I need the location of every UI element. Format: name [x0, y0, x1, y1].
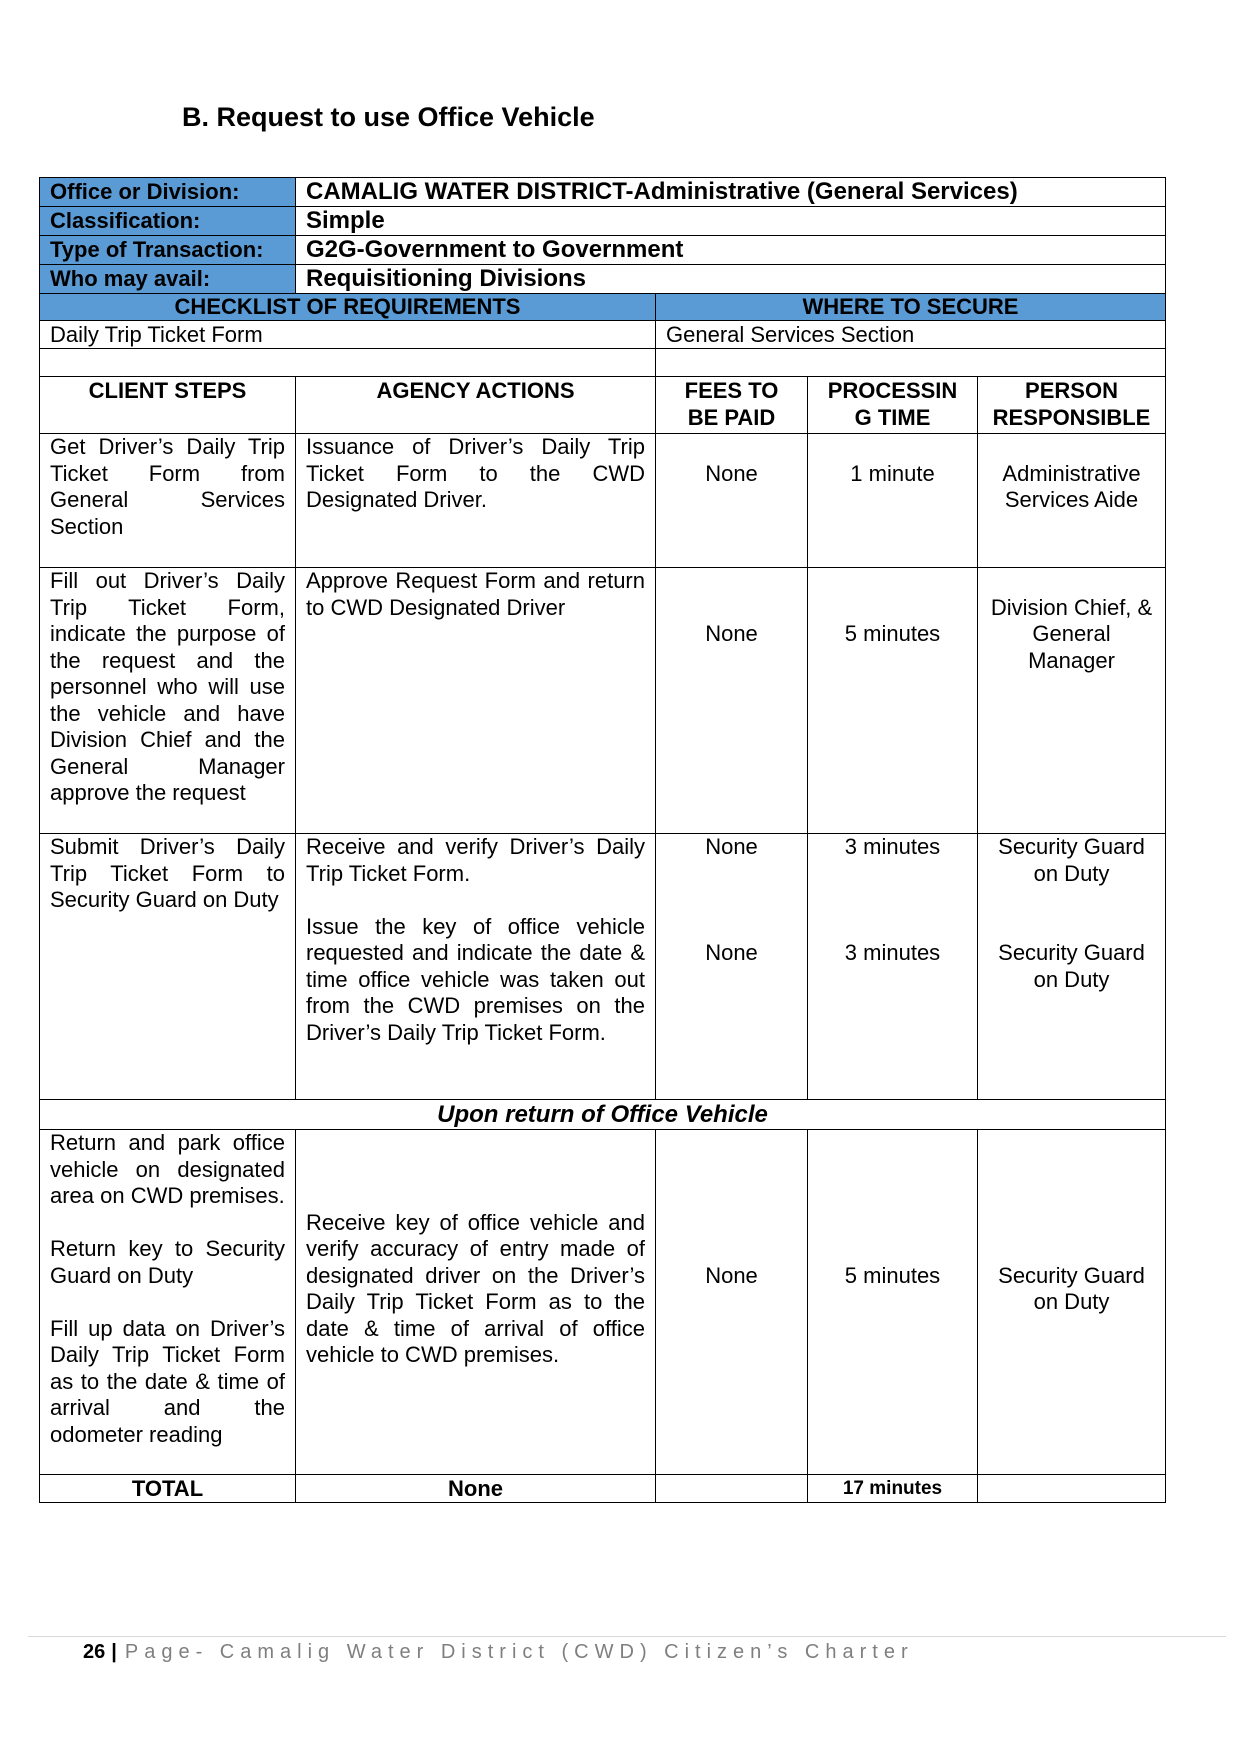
col-person-line2: RESPONSIBLE — [992, 405, 1151, 430]
requirements-header-row — [40, 294, 1166, 321]
requirement-item: Daily Trip Ticket Form — [40, 321, 656, 349]
blank-row — [40, 349, 1166, 377]
info-row-office — [40, 178, 1166, 207]
col-person-line1: PERSON — [1025, 378, 1118, 403]
info-row-avail — [40, 265, 1166, 294]
fee-cell — [656, 568, 808, 834]
office-label: Office or Division: — [40, 178, 296, 207]
requirement-row — [40, 321, 1166, 349]
agency-action-b: Issue the key of office vehicle requested and indicate the date & time office vehicle was taken out from the CWD premises on the Driver’s Daily Trip Ticket Form. — [306, 913, 645, 1045]
office-value: CAMALIG WATER DISTRICT-Administrative (General Services) — [296, 178, 1166, 207]
checklist-header: CHECKLIST OF REQUIREMENTS — [40, 294, 656, 321]
col-processing-time — [808, 377, 978, 434]
time-value: 5 minutes — [844, 621, 941, 646]
time-value-a: 3 minutes — [844, 834, 941, 859]
client-step: Submit Driver’s Daily Trip Ticket Form to Security Guard on Duty — [40, 834, 296, 1100]
transaction-value: G2G-Government to Government — [296, 236, 1166, 265]
blank-cell — [656, 349, 1166, 377]
fee-cell — [656, 434, 808, 568]
client-step — [40, 1130, 296, 1475]
col-proc-line2: G TIME — [854, 405, 931, 430]
total-fees: None — [296, 1475, 656, 1503]
fee-cell — [656, 1130, 808, 1475]
page-title: B. Request to use Office Vehicle — [182, 102, 595, 132]
avail-label: Who may avail: — [40, 265, 296, 294]
person-cell — [978, 434, 1166, 568]
classification-value: Simple — [296, 207, 1166, 236]
total-row — [40, 1475, 1166, 1503]
client-step-a: Return and park office vehicle on designated area on CWD premises. — [50, 1130, 285, 1208]
person-cell — [978, 1130, 1166, 1475]
step-row — [40, 434, 1166, 568]
person-value: Security Guard on Duty — [998, 1262, 1145, 1314]
client-step-b: Return key to Security Guard on Duty — [50, 1236, 285, 1288]
fee-value-a: None — [705, 834, 758, 859]
total-empty-cell — [656, 1475, 808, 1503]
footer-divider — [28, 1636, 1226, 1637]
agency-action — [296, 1130, 656, 1475]
fee-value: None — [705, 460, 758, 486]
step-row — [40, 568, 1166, 834]
client-step: Fill out Driver’s Daily Trip Ticket Form, indicate the purpose of the request and the personnel who will use the vehicle and have Division Chief and the General Manager approve the request — [40, 568, 296, 834]
agency-action: Issuance of Driver’s Daily Trip Ticket Form to the CWD Designated Driver. — [296, 434, 656, 568]
time-cell — [808, 1130, 978, 1475]
agency-action — [296, 834, 656, 1100]
fee-value: None — [705, 621, 758, 646]
time-cell — [808, 434, 978, 568]
classification-label: Classification: — [40, 207, 296, 236]
person-value: Division Chief, & General Manager — [990, 594, 1153, 673]
where-header: WHERE TO SECURE — [656, 294, 1166, 321]
upon-return-label: Upon return of Office Vehicle — [40, 1100, 1166, 1130]
agency-action: Approve Request Form and return to CWD Designated Driver — [296, 568, 656, 834]
time-cell — [808, 834, 978, 1100]
avail-value: Requisitioning Divisions — [296, 265, 1166, 294]
agency-action-a: Receive and verify Driver’s Daily Trip Ticket Form. — [306, 834, 645, 886]
citizens-charter-table — [39, 177, 1166, 1503]
requirement-where: General Services Section — [656, 321, 1166, 349]
col-client-steps: CLIENT STEPS — [40, 377, 296, 434]
fee-value-b: None — [705, 940, 758, 965]
fee-value: None — [705, 1262, 758, 1288]
time-cell — [808, 568, 978, 834]
time-value: 1 minute — [850, 460, 935, 486]
time-value: 5 minutes — [844, 1262, 941, 1288]
info-row-classification — [40, 207, 1166, 236]
info-row-transaction — [40, 236, 1166, 265]
agency-action-return: Receive key of office vehicle and verify accuracy of entry made of designated driver on the Driver’s Daily Trip Ticket Form as to the date & time of arrival of office vehicle to CWD premises. — [306, 1209, 645, 1367]
col-person-responsible — [978, 377, 1166, 434]
total-empty-cell — [978, 1475, 1166, 1503]
person-value-a: Security Guard on Duty — [998, 834, 1145, 886]
person-value: Administrative Services Aide — [1002, 460, 1141, 512]
client-step: Get Driver’s Daily Trip Ticket Form from General Services Section — [40, 434, 296, 568]
col-fees — [656, 377, 808, 434]
col-fees-line2: BE PAID — [687, 405, 776, 430]
person-value-b: Security Guard on Duty — [998, 940, 1145, 992]
col-fees-line1: FEES TO — [684, 378, 779, 403]
footer-text: Page- Camalig Water District (CWD) Citizen’s Charter — [124, 1641, 914, 1663]
blank-cell — [40, 349, 656, 377]
page-footer — [83, 1641, 914, 1664]
col-agency-actions: AGENCY ACTIONS — [296, 377, 656, 434]
page-number: 26 — [83, 1641, 106, 1663]
section-divider-row — [40, 1100, 1166, 1130]
step-row — [40, 1130, 1166, 1475]
person-cell — [978, 834, 1166, 1100]
col-proc-line1: PROCESSIN — [827, 378, 958, 403]
step-row — [40, 834, 1166, 1100]
column-header-row — [40, 377, 1166, 434]
time-value-b: 3 minutes — [844, 940, 941, 965]
total-time: 17 minutes — [808, 1475, 978, 1503]
person-cell — [978, 568, 1166, 834]
fee-cell — [656, 834, 808, 1100]
transaction-label: Type of Transaction: — [40, 236, 296, 265]
footer-separator: | — [111, 1641, 117, 1663]
total-label: TOTAL — [40, 1475, 296, 1503]
client-step-c: Fill up data on Driver’s Daily Trip Ticket Form as to the date & time of arrival and the odometer reading — [50, 1315, 285, 1447]
